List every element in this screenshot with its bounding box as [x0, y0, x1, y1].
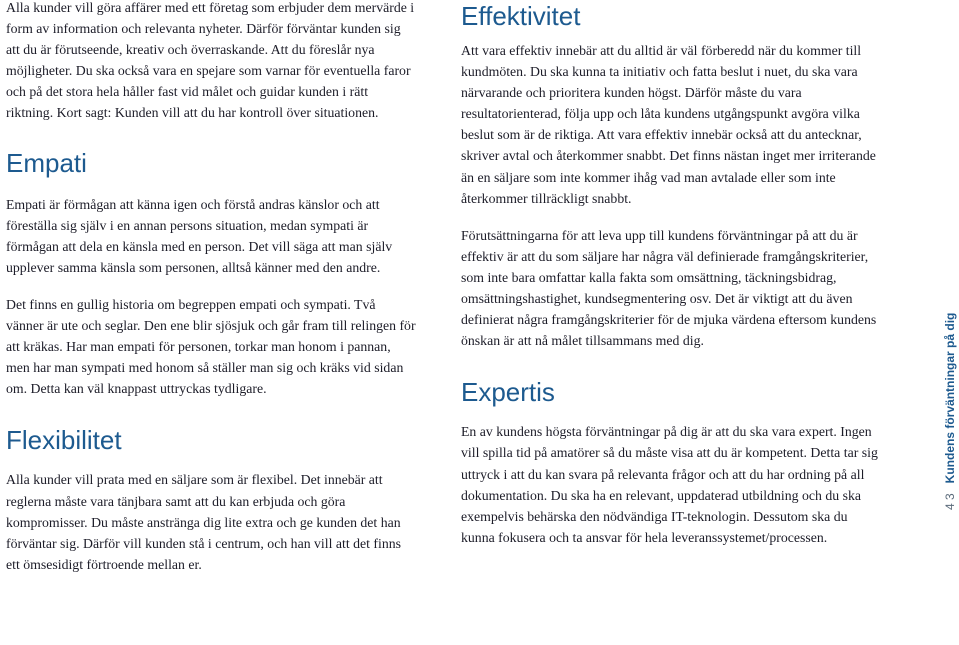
right-column: [461, 0, 881, 548]
chapter-title: Kundens förväntningar på dig: [943, 312, 957, 484]
effektivitet-paragraph-1: Att vara effektiv innebär att du alltid är väl förberedd när du kommer till kundmöten. Du ska kunna ta initiativ och fatta beslut i nuet, du ska vara närvarande och prioritera kunden högst. Därför måste du vara resultatorienterad, följa upp och låta kundens utgångspunkt avgöra vilka beslut som är de riktiga. Att vara effektiv innebär också att du antecknar, skriver avtal och återkommer snabbt. Det finns nästan inget mer irriterande än en säljare som inte kommer ihåg vad man avtalade eller som inte återkommer tillräckligt snabbt.: [461, 43, 876, 206]
flexibilitet-heading: Flexibilitet: [6, 425, 122, 456]
intro-paragraph: Alla kunder vill göra affärer med ett företag som erbjuder dem mervärde i form av information och relevanta nyheter. Därför förväntar kunden sig att du är förutseende, kreativ och överraskande. Att du föreslår nya möjligheter. Du ska också vara en spejare som varnar för eventuella faror och på det stora hela håller fast vid målet och guidar kunden i rätt riktning. Kort sagt: Kunden vill att du har kontroll över situationen.: [6, 0, 415, 121]
empati-paragraph-2: Det finns en gullig historia om begreppen empati och sympati. Två vänner är ute och seglar. Den ene blir sjösjuk och går fram till relingen för att kräkas. Har man empati för personen, torkar man honom i pannan, men har man sympati med honom så ställer man sig och kräks vid sidan om. Detta kan väl knappast uttryckas tydligare.: [6, 296, 416, 397]
page-number: 4 3: [943, 493, 957, 510]
effektivitet-heading: Effektivitet: [461, 1, 581, 31]
flexibilitet-paragraph: Alla kunder vill prata med en säljare som är flexibel. Det innebär att reglerna måste vara tänjbara samt att du kan erbjuda och göra kompromisser. Du måste anstränga dig lite extra och ge kunden det han förväntar sig. Därför vill kunden stå i centrum, och han vill att det finns ett ömsesidigt förtroende mellan er.: [6, 472, 402, 572]
effektivitet-paragraph-2: Förutsättningarna för att leva upp till kundens förväntningar på att du är effektiv är att du som säljare har några väl definierade framgångskriterier, som inte bara omfattar kalla fakta som omsättning, täckningsbidrag, omsättningshastighet, kundsegmentering osv. Det är viktigt att du även definierat några framgångskriterier för de mjuka värdena eftersom kundens önskan är att nå målet tillsammans med dig.: [461, 227, 877, 349]
empati-paragraph-1: Empati är förmågan att känna igen och förstå andras känslor och att föreställa sig själv i en annan persons situation, medan sympati är förmågan att dela en känsla med en person. Det vill säga att man själv upplever samma känsla som personen, alltså känner med den andre.: [6, 196, 393, 275]
empati-heading: Empati: [6, 147, 87, 178]
expertis-paragraph: En av kundens högsta förväntningar på dig är att du ska vara expert. Ingen vill spilla tid på amatörer så du måste visa att du är kompetent. Detta tar sig uttryck i att du kan svara på relevanta frågor och att du har ordning på all dokumentation. Du ska ha en relevant, uppdaterad utbildning och du ska exempelvis behärska den nödvändiga IT-teknologin. Dessutom ska du kunna fokusera och ta ansvar för hela leveranssystemet/processen.: [461, 424, 878, 545]
left-column: [6, 0, 416, 575]
running-footer: [940, 310, 959, 510]
expertis-heading: Expertis: [461, 377, 555, 408]
